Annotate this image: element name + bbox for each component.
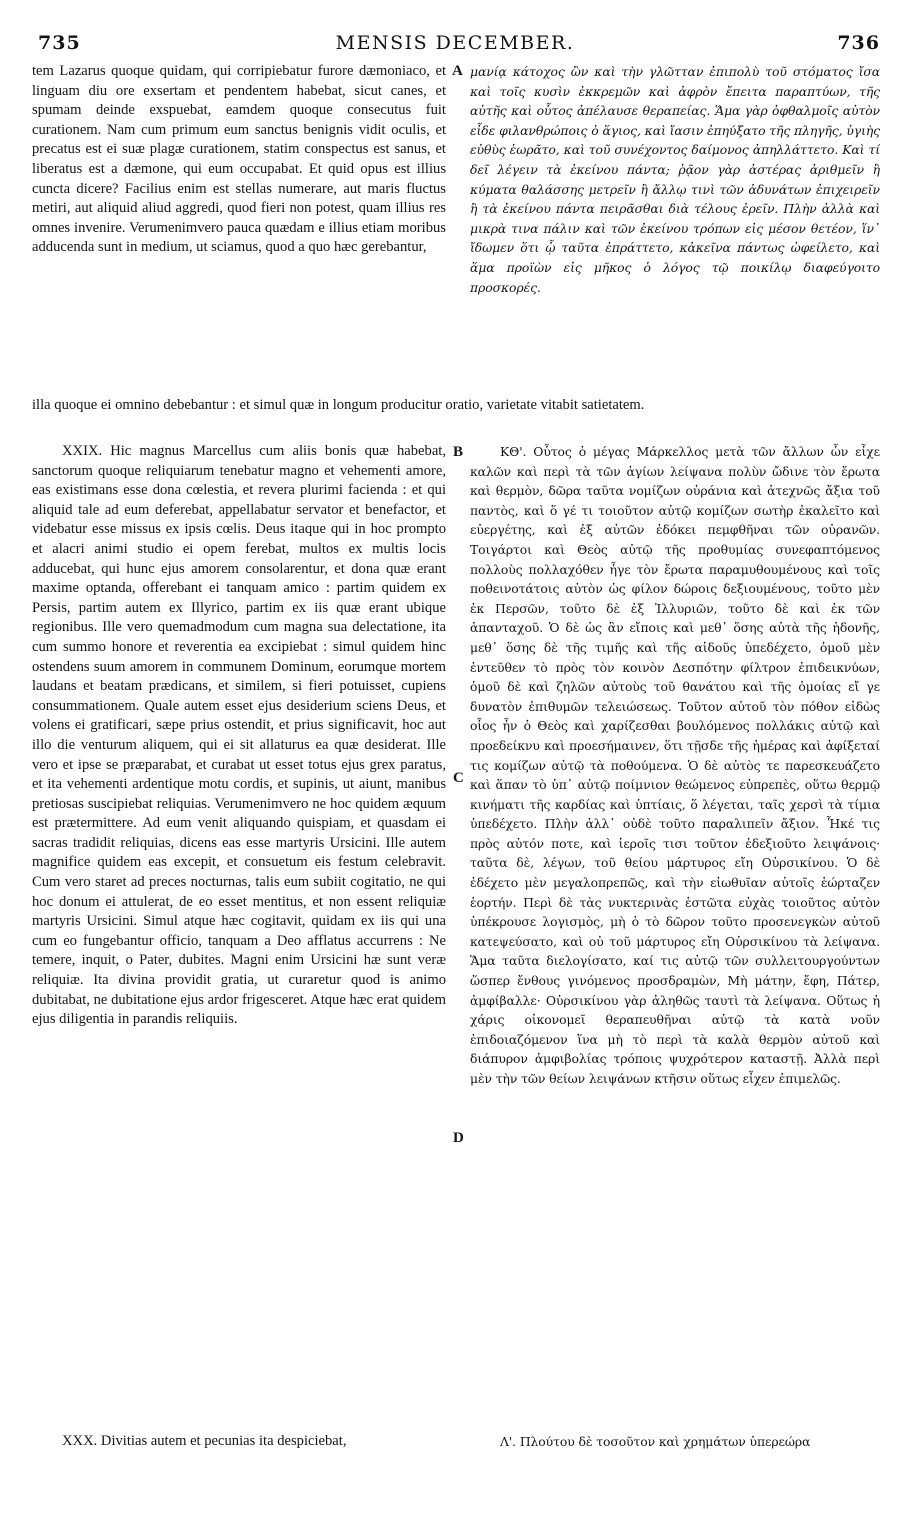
section-marker-c: C	[453, 770, 464, 786]
running-title: MENSIS DECEMBER.	[335, 32, 575, 54]
greek-paragraph-2: ΚΘ'. Οὗτος ὁ μέγας Μάρκελλος μετὰ τῶν ἄλλων ὧν εἶχε καλῶν καὶ περὶ τὰ τῶν ἁγίων λείψανα πολὺν ὤδινε τὸν ἔρωτα καὶ θερμὸν, δῶρα ταῦτα νομίζων οὐράνια καὶ ἀτεχνῶς ἄξια τοῦ παντὸς, καὶ ὅ γέ τι τοιοῦτον αὐτῷ κομίζων σωτὴρ ἐκαλεῖτο καὶ εὐεργέτης, καὶ ἐξ αὐτῶν ἐδόκει πεμφθῆναι τῶν οὐρανῶν. Τοιγάρτοι καὶ Θεὸς αὐτῷ τῆς προθυμίας συνεφαπτόμενος πολλοὺς πολλαχόθεν ἦγε τὸν ἔρωτα παραμυθουμένους καὶ τοῖς ποθεινοτάτοις αὐτὸν ὡς φίλον δώροις δεξιουμένους, τοῦτο μὲν ἐκ Περσῶν, τοῦτο δὲ ἐξ Ἰλλυριῶν, τοῦτο δὲ καὶ ἐκ τῶν ἁπανταχοῦ. Ὁ δὲ ὡς ἂν εἴποις καὶ μεθ᾿ ὅσης αὐτὰ τῆς ἡδονῆς, μεθ᾿ ὅσης δὲ τῆς τιμῆς καὶ τῆς αἰδοῦς ὑπεδέχετο, ὁμοῦ μὲν ἐντεῦθεν τὸ πρὸς τὸν κοινὸν Δεσπότην φίλτρον ἐπιδεικνύων, ὁμοῦ δὲ καὶ ζηλῶν αὐτοὺς τοῦ θανάτου καὶ τῆς ὁμοίας εἴ γε δυνατὸν ἐπιθυμῶν τελειώσεως. Τοῦτον αὐτοῦ τὸν πόθον εἰδὼς οἷος ἦν ὁ Θεὸς καὶ χαρίζεσθαι βουλόμενος πολλάκις αὐτῷ καὶ προεδείκνυ καὶ προεσήμαινεν, ὅτι τῇσδε τῆς ἡμέρας καὶ ἀφίξεταί τις κομίζων αὐτῷ τὰ ποθούμενα. Ὁ δὲ αὐτὸς τε παρεσκευάζετο καὶ ἅπαν τὸ ὑπ᾿ αὐτῷ ποίμνιον θεώμενος εὐπρεπὲς, οὕτω θερμῷ κινήματι τῆς καρδίας καὶ ὑπτίαις, ὅ λέγεται, ταῖς χερσὶ τὰ τίμια ὑπεδέχετο. Πλὴν ἀλλ᾿ οὐδὲ τοῦτο παραλιπεῖν ἄξιον. Ἧκέ τις πρὸς αὐτόν ποτε, καὶ ἱεροῖς τισι τοῦτον ἐδεξιοῦτο λειψάνοις· ταῦτα δὲ, λέγων, τοῦ θείου μάρτυρος εἴη Οὐρσικίνου. Ὁ δὲ ἐδέχετο μὲν μεγαλοπρεπῶς, καὶ τὴν εἰωθυῖαν αὐτοῖς ἑώρταζεν ἑορτήν. Περὶ δὲ τὰς νυκτερινὰς ἑστῶτα εὐχὰς τοιοῦτος αὐτὸν ὑπέκρουσε λογισμὸς, μὴ ὁ τὸ δῶρον τοῦτο προσενεγκὼν αὐτοῦ κατεψεύσατο, καὶ οὐ τοῦ μάρτυρος εἴη Οὐρσικίνου τὰ λείψανα. Ἅμα ταῦτα διελογίσατο, καί τις αὐτῷ τῶν συλλειτουργούντων ὥσπερ ἔνθους γινόμενος προσδραμὼν, Μὴ μάτην, ἔφη, Πάτερ, ἀμφίβαλλε· Οὐρσικίνου γὰρ ἀληθῶς ταυτὶ τὰ λείψανα. Οὕτως ἡ χάρις οἰκονομεῖ θεραπευθῆναι αὐτῷ τὰ κατὰ νοῦν ἐπιδοιαζόμενον ἵνα μὴ τὸ περὶ τὰ καλὰ θερμὸν αὐτοῦ καὶ διάπυρον ἀμφιβολίας τρόποις ψυχρότερον καταστῇ. Ἀλλὰ περὶ μὲν τὴν τῶν θείων λειψάνων κτῆσιν οὕτως εἶχεν ἐπιμελῶς.	[470, 444, 880, 1086]
latin-paragraph-3: XXX. Divitias autem et pecunias ita despiciebat,	[62, 1433, 347, 1449]
section-marker-d: D	[453, 1130, 464, 1146]
latin-column-top	[32, 62, 446, 392]
running-header	[30, 30, 880, 58]
page-number-left: 735	[38, 32, 81, 54]
greek-column-chapter-29	[470, 442, 880, 1402]
section-marker-a: A	[452, 63, 463, 79]
greek-column-chapter-30	[470, 1432, 880, 1456]
page-number-right: 736	[837, 32, 880, 54]
greek-column-top	[470, 62, 880, 392]
spanning-line: illa quoque ei omnino debebantur : et simul quæ in longum producitur oratio, varietate vitabit satietatem.	[32, 397, 645, 413]
latin-paragraph-1: tem Lazarus quoque quidam, qui corripiebatur furore dæmoniaco, et linguam diu ore exsertam et pendentem habebat, sicut canes, et spumam deinde exspuebat, eamdem quoque consecutus fuit curationem. Nam cum primum eum sanctus benignis vidit oculis, et precatus est ei suæ plagæ curationem, statim conspectus est sanus, et liberatus est a dæmone, qui eum occupabat. Et quid opus est illius cuncta dicere? Facilius enim est stellas numerare, aut maris fluctus metiri, aut aliquid aliud aggredi, quod fieri non potest, quam illius res omnes invenire. Verumenimvero pauca quædam e illius etiam moribus adducenda sunt in medium, ut sciamus, quod a quo hæc gerebantur,	[32, 63, 446, 256]
latin-column-chapter-30	[32, 1432, 446, 1456]
section-marker-b: B	[453, 444, 464, 460]
greek-paragraph-1: μανίᾳ κάτοχος ὢν καὶ τὴν γλῶτταν ἐπιπολὺ τοῦ στόματος ἴσα καὶ τοῖς κυσὶν ἐκκρεμῶν καὶ ἀφρὸν ἔπειτα παραπτύων, τῆς αὐτῆς καὶ οὗτος ἀπέλαυσε θεραπείας. Ἅμα γὰρ ὀφθαλμοῖς αὐτὸν εἶδε φιλανθρώποις ὁ ἅγιος, καὶ ἴασιν ἐπηύξατο τῆς πληγῆς, ὑγιὴς εὐθὺς ἑωρᾶτο, καὶ τοῦ συνέχοντος δαίμονος ἀπηλλάττετο. Καὶ τί δεῖ λέγειν τὰ ἐκείνου πάντα; ῥᾷον γὰρ ἀστέρας ἀριθμεῖν ἢ κύματα θαλάσσης μετρεῖν ἢ ἄλλῳ τινὶ τῶν ἀδυνάτων ἐπιχειρεῖν ἢ τὰ ἐκείνου πάντα πειρᾶσθαι διὰ τέλους ἐρεῖν. Πλὴν ἀλλὰ καὶ μικρὰ τινα πάλιν καὶ τῶν ἐκείνου τρόπων εἰς μέσον θετέον, ἵν᾿ ἴδωμεν ὅτι ᾧ ταῦτα ἐπράττετο, κἀκεῖνα πάντως ὠφείλετο, καὶ ἅμα προϊὼν εἰς μῆκος ὁ λόγος τῷ ποικίλῳ διαφεύγοιτο προσκορές.	[470, 64, 880, 295]
latin-paragraph-2: XXIX. Hic magnus Marcellus cum aliis bonis quæ habebat, sanctorum quoque reliquiarum tenebatur magno et vehementi amore, eas existimans esse dona cœlestia, et revera plurimi facienda : et qui aliquid tale ad eum deferebat, appellabatur servator et benefactor, et videbatur esse missus ex ipsis cœlis. Deus itaque qui in hoc prompto et alacri animi studio ei opem ferebat, multos ex multis locis adducebat, qui hunc ejus amorem consolarentur, et dona quæ erant maxime optanda, offerebant ei tanquam amico : partim quidem ex Persis, partim autem ex Illyrico, partim ex iis quæ erant ubique regionibus. Ille vero quemadmodum cum magna sua delectatione, ita cum summo honore et reverentia ea excipiebat : simul quidem hinc ostendens suum amorem in communem Dominum, eorumque mortem laudans et beatam prædicans, et similem, si fieri potuisset, cupiens consummationem. Quale autem esset ejus desiderium sciens Deus, et volens ei gratificari, sæpe prius ostendit, et prius significavit, hoc aut illo die venturum aliquem, qui ei sit allaturus ea quæ desiderat. Ille vero et ipse se præparabat, et curabat ut esset totus ejus grex paratus, et ita vehementi ardentique motu cordis, et supinis, ut aiunt, manibus pretiosas suscipiebat reliquias. Verumenimvero ne hoc quidem æquum est prætermittere. Ad eum venit aliquando quispiam, et quasdam ei sacras tradidit reliquias, dicens eas esse martyris Ursicini. Ille autem magnifice quidem eas excepit, et consuetum eis festum celebravit. Cum vero staret ad preces nocturnas, talis eum subiit cogitatio, ne qui hoc donum ei attulerat, de eo esset mentitus, et non essent reliquiæ martyris Ursicini. Simul atque hæc cogitavit, quidam ex iis qui una cum eo fungebantur officio, tanquam a Deo afflatus accurrens : Ne temere, inquit, o Pater, dubites. Magni enim Ursicini hæ sunt veræ reliquiæ. Ita divina providit gratia, ut curaretur quod is animo dubitabat, ne dubitatione ejus ardor frigesceret. Atque hæc erat quidem ejus diligentia in parandis reliquiis.	[32, 443, 446, 1028]
latin-column-chapter-29	[32, 442, 446, 1457]
greek-paragraph-3: Λ'. Πλούτου δὲ τοσοῦτον καὶ χρημάτων ὑπερεώρα	[500, 1434, 811, 1449]
